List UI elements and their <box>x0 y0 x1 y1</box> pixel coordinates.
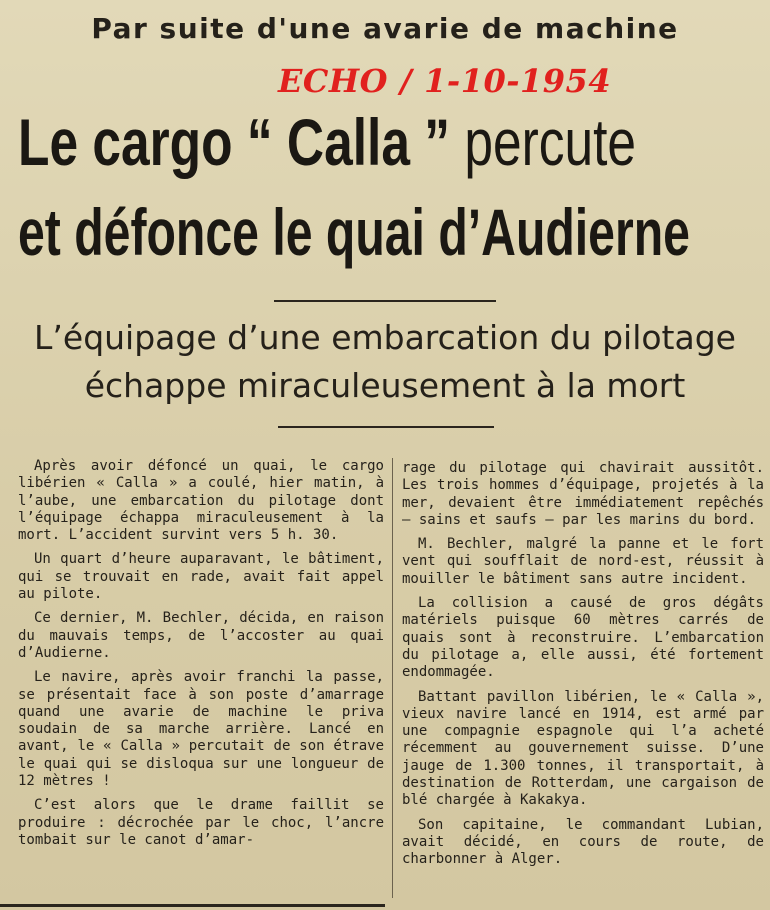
paragraph: La collision a causé de gros dégâts matériels puisque 60 mètres carrés de quais sont à reconstruire. L’embarcation du pilotage a, elle aussi, été fortement endommagée. <box>402 595 764 681</box>
article-column-right <box>402 460 764 876</box>
divider-rule-top <box>274 300 496 302</box>
article-column-left <box>18 458 384 856</box>
headline-line-1-part-1: Le cargo “ Calla ” <box>18 105 451 179</box>
paragraph: Battant pavillon libérien, le « Calla », vieux navire lancé en 1914, est armé par une compagnie espagnole qui l’a acheté récemment au gouvernement suisse. D’une jauge de 1.300 tonnes, il transportait, à destination de Rotterdam, une cargaison de blé chargée à Kakakya. <box>402 688 764 809</box>
stamp-date: 1-10-1954 <box>424 62 612 100</box>
kicker-heading: Par suite d'une avarie de machine <box>91 12 679 45</box>
subheadline-line-1: L’équipage d’une embarcation du pilotage <box>34 318 736 357</box>
headline-line-1 <box>18 104 637 180</box>
source-date-stamp <box>278 62 611 100</box>
paragraph: C’est alors que le drame faillit se produire : décrochée par le choc, l’ancre tombait sur le canot d’amar- <box>18 797 384 848</box>
stamp-separator: / <box>399 62 413 100</box>
paragraph: Après avoir défoncé un quai, le cargo libérien « Calla » a coulé, hier matin, à l’aube, une embarcation du pilotage dont l’équipage échappa miraculeusement à la mort. L’accident survint vers 5 h. 30. <box>18 458 384 544</box>
bottom-rule <box>0 904 385 907</box>
stamp-source: ECHO <box>278 62 388 100</box>
paragraph: Un quart d’heure auparavant, le bâtiment, qui se trouvait en rade, avait fait appel au pilote. <box>18 551 384 603</box>
paragraph: Le navire, après avoir franchi la passe, se présentait face à son poste d’amarrage quand une avarie de machine le priva soudain de sa marche arrière. Lancé en avant, le « Calla » percutait de son étrave le quai qui se disloqua sur une longueur de 12 mètres ! <box>18 669 384 790</box>
headline-line-1-part-2: percute <box>450 105 637 179</box>
headline-line-2: et défonce le quai d’Audierne <box>18 195 690 269</box>
paragraph: Ce dernier, M. Bechler, décida, en raison du mauvais temps, de l’accoster au quai d’Audierne. <box>18 610 384 661</box>
column-divider <box>392 458 393 898</box>
divider-rule-bottom <box>278 426 494 428</box>
paragraph-continuation: rage du pilotage qui chavirait aussitôt. Les trois hommes d’équipage, projetés à la mer, devaient être immédiatement repêchés — sains et saufs — par les marins du bord. <box>402 460 764 528</box>
paragraph: Son capitaine, le commandant Lubian, avait décidé, en cours de route, de charbonner à Alger. <box>402 816 764 868</box>
paragraph: M. Bechler, malgré la panne et le fort vent qui soufflait de nord-est, réussit à mouiller le bâtiment sans autre incident. <box>402 536 764 587</box>
subheadline-line-2: échappe miraculeusement à la mort <box>84 366 686 405</box>
